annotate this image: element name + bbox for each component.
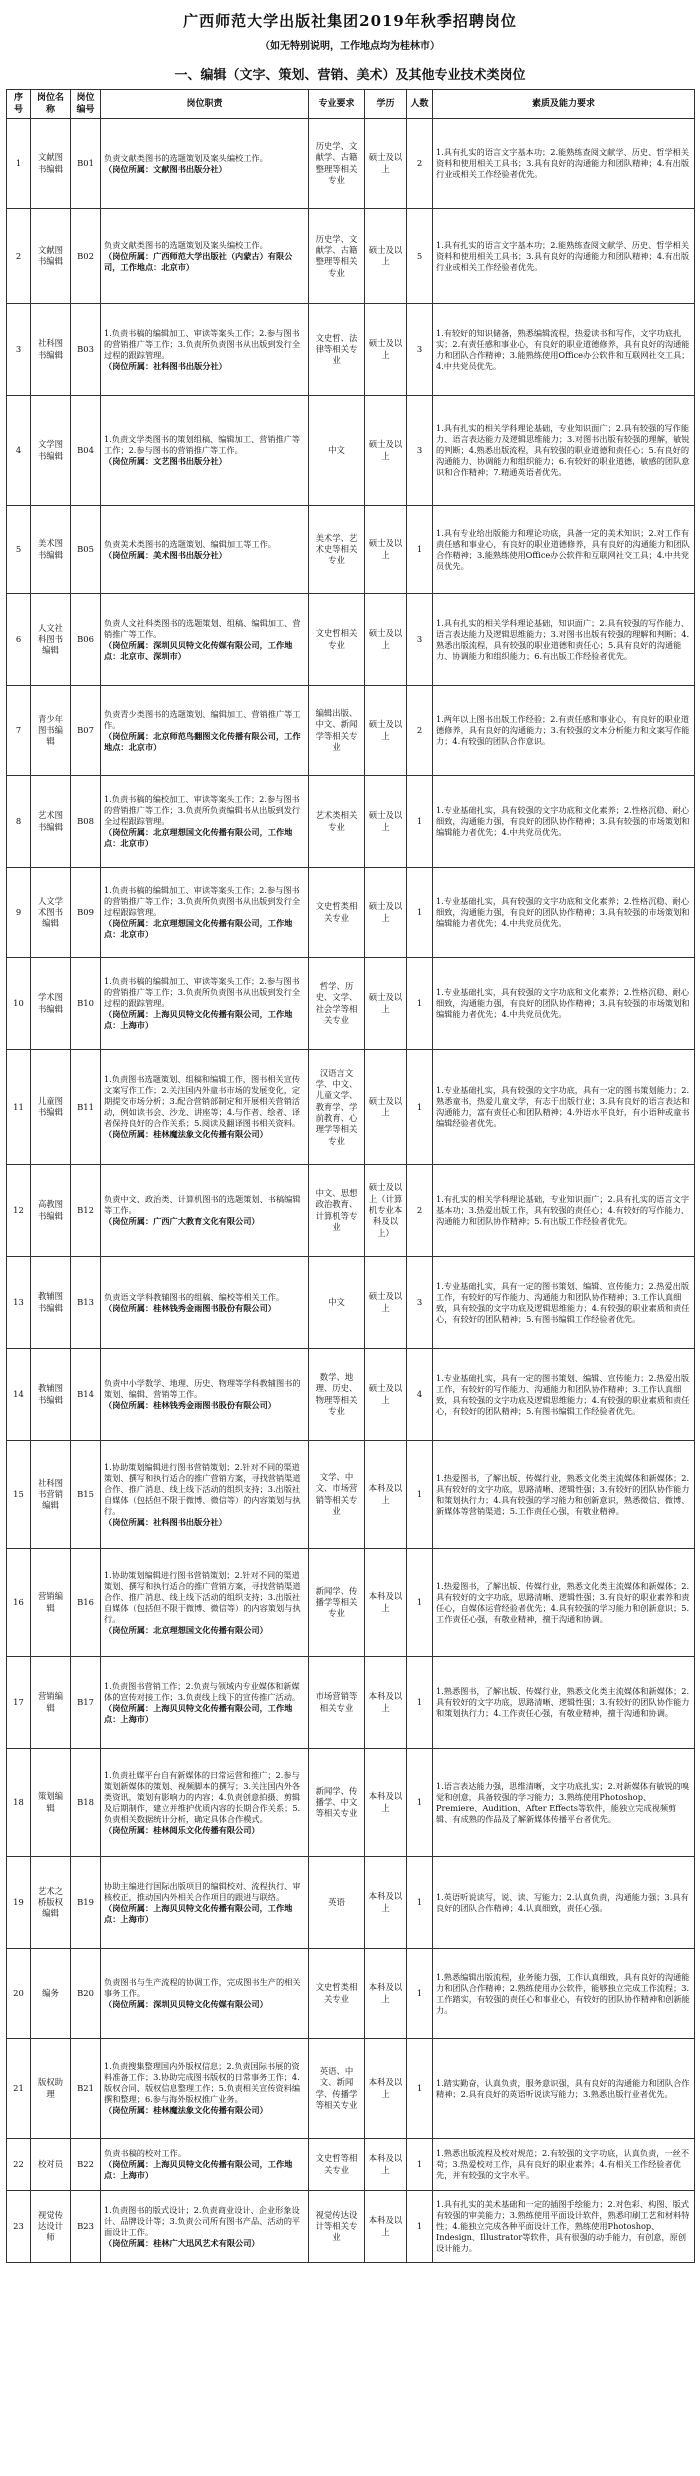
cell-duty	[101, 506, 309, 594]
duty-text: 负责青少类图书的选题策划、编辑加工、营销推广等工作。	[104, 708, 301, 730]
duty-text: 1.负责搜集整理国内外版权信息；2.负责国际书展的资料准备工作；3.协助完成图书版权的日常事务工作；4.版权合同、版权信息整理工作；5.负责相关宣传资料编撰和整理；6.参与海外版权推广业务。	[104, 2061, 301, 2105]
page-title: 广西师范大学出版社集团2019年秋季招聘岗位	[183, 12, 517, 30]
cell-major: 文史哲类相关专业	[309, 1949, 365, 2039]
cell-edu: 本科及以上	[365, 1949, 407, 2039]
cell-major: 编辑出版、中文、新闻学等相关专业	[309, 686, 365, 776]
cell-major: 英语	[309, 1857, 365, 1949]
cell-edu: 本科及以上	[365, 2139, 407, 2191]
cell-name: 视觉传达设计师	[31, 2191, 71, 2263]
duty-text: 1.协助策划编辑进行图书营销策划；2.针对不同的渠道策划、撰写和执行适合的推广营销方案，寻找营销渠道合作、推广消息、线上线下活动的组织支持；3.出版社自媒体（包括但不限于微博、微信等）的内容策划与执行。	[104, 1461, 301, 1516]
cell-req: 1.具有扎实的相关学科理论基础，专业知识面广；2.具有较强的写作能力、语言表达能力及逻辑思维能力；3.对图书出版有较强的理解，敏锐的判断；4.熟悉出版流程，具有较强的职业道德和责任心；5.有良好的沟通能力、协调能力和组织能力；6.有较好的职业道德，敏感的团队意识和合作精神；7.精通英语者优先。	[433, 396, 695, 506]
cell-code: B09	[71, 868, 101, 958]
duty-text: 负责人文社科类图书的选题策划、组稿、编辑加工、营销推广等工作。	[104, 617, 301, 639]
cell-name: 文献图书编辑	[31, 119, 71, 209]
cell-duty	[101, 1857, 309, 1949]
cell-major: 中文	[309, 1257, 365, 1349]
cell-duty	[101, 1441, 309, 1549]
department-note: （岗位所属：北京理想国文化传播有限公司）	[104, 1624, 268, 1635]
cell-edu: 硕士及以上	[365, 1257, 407, 1349]
cell-code: B11	[71, 1050, 101, 1165]
cell-name: 营销编辑	[31, 1549, 71, 1657]
cell-duty	[101, 686, 309, 776]
table-row	[7, 506, 695, 594]
cell-count: 1	[407, 1549, 433, 1657]
cell-no: 4	[7, 396, 31, 506]
cell-edu: 本科及以上	[365, 1749, 407, 1857]
cell-major: 文史哲等相关专业	[309, 2139, 365, 2191]
cell-req: 1.有扎实的相关学科理论基础，专业知识面广；2.具有扎实的语言文字基本功；3.热爱出版工作，具有较强的责任心；4.有较好的写作能力、沟通能力和团队协作精神；5.有出版工作经验者优先。	[433, 1165, 695, 1257]
table-row	[7, 1165, 695, 1257]
cell-no: 20	[7, 1949, 31, 2039]
cell-name: 人文学术图书编辑	[31, 868, 71, 958]
cell-count: 1	[407, 1749, 433, 1857]
duty-text: 负责文献类图书的选题策划及案头编校工作。	[104, 239, 268, 250]
duty-text: 负责美术类图书的选题策划、编辑加工等工作。	[104, 538, 276, 549]
cell-duty	[101, 1657, 309, 1749]
cell-req: 1.具有扎实的美术基础和一定的插图手绘能力；2.对色彩、构图、版式有较强的审美能力；3.熟练使用平面设计软件，熟悉印刷工艺和材料特性；4.能独立完成各种平面设计工作，熟练使用Photoshop、Indesign、Illustrator等软件，具有很强的动手能力，有创意，原创设计能力。	[433, 2191, 695, 2263]
cell-edu: 本科及以上	[365, 1857, 407, 1949]
cell-no: 23	[7, 2191, 31, 2263]
department-note: （岗位所属：社科图书出版分社）	[104, 360, 227, 371]
table-row	[7, 1749, 695, 1857]
col-header-name: 岗位名称	[31, 90, 71, 119]
cell-edu: 硕士及以上	[365, 776, 407, 868]
cell-code: B15	[71, 1441, 101, 1549]
col-header-req: 素质及能力要求	[433, 90, 695, 119]
cell-edu: 硕士及以上	[365, 1349, 407, 1441]
cell-edu: 本科及以上	[365, 1657, 407, 1749]
cell-req: 1.熟悉出版流程及校对规范；2.有较强的文字功底，认真负责，一丝不苟；3.热爱校对工作，具有良好的职业素养；4.有相关工作经验者优先，并有较强的文字水平。	[433, 2139, 695, 2191]
department-note: （岗位所属：桂林钱秀金雨图书股份有限公司）	[104, 1302, 276, 1313]
department-note: （岗位所属：社科图书出版分社）	[104, 1516, 227, 1527]
table-body	[7, 119, 695, 2263]
cell-req: 1.专业基础扎实，具有一定的图书策划、编辑、宣传能力；2.热爱出版工作，有较好的写作能力、沟通能力和团队协作精神；3.工作认真细致，具有较强的文字功底及逻辑思维能力；4.有较强的职业素质和责任心，有较好的团队精神；5.有图书编辑工作经验者优先。	[433, 1257, 695, 1349]
cell-code: B07	[71, 686, 101, 776]
cell-req: 1.有较好的知识储备，熟悉编辑流程，热爱读书和写作，文字功底扎实；2.有责任感和事业心，有良好的职业道德修养，具有良好的沟通能力和团队合作精神；3.能熟练使用Office办公软件和互联网社交工具；4.中共党员优先。	[433, 304, 695, 396]
cell-req: 1.两年以上图书出版工作经验；2.有责任感和事业心，有良好的职业道德修养，具有良好的沟通能力；3.有较强的文本分析能力和文案写作能力；4.有较强的团队合作意识。	[433, 686, 695, 776]
cell-no: 19	[7, 1857, 31, 1949]
cell-code: B03	[71, 304, 101, 396]
cell-req: 1.专业基础扎实，具有较强的文字功底和文化素养；2.性格沉稳、耐心细致，沟通能力强，有良好的团队协作精神；3.具有较强的市场策划和编辑能力者优先；4.中共党员优先。	[433, 776, 695, 868]
duty-text: 1.负责图书营销工作；2.负责与领域内专业媒体和新媒体的宣传对接工作；3.负责线上线下的宣传推广活动。	[104, 1680, 301, 1702]
cell-req: 1.语言表达能力强，思维清晰，文字功底扎实；2.对新媒体有敏锐的嗅觉和创意，具备较强的学习能力；3.熟练使用Photoshop、Premiere、Audition、After Effects等软件，能独立完成视频剪辑、有成熟的作品及了解新媒体传播平台者优先。	[433, 1749, 695, 1857]
cell-major: 中文、思想政治教育、计算机等专业	[309, 1165, 365, 1257]
cell-no: 15	[7, 1441, 31, 1549]
cell-code: B04	[71, 396, 101, 506]
cell-name: 艺术之桥版权编辑	[31, 1857, 71, 1949]
cell-duty	[101, 1257, 309, 1349]
cell-duty	[101, 1165, 309, 1257]
cell-code: B18	[71, 1749, 101, 1857]
table-row	[7, 1657, 695, 1749]
cell-count: 2	[407, 686, 433, 776]
cell-major: 汉语言文学、中文、儿童文学、教育学、学前教育、心理学等相关专业	[309, 1050, 365, 1165]
department-note: （岗位所属：广西广大教育文化有限公司）	[104, 1216, 260, 1227]
cell-name: 营销编辑	[31, 1657, 71, 1749]
cell-count: 1	[407, 958, 433, 1050]
department-note: （岗位所属：上海贝贝特文化传播有限公司，工作地点：上海市）	[104, 1702, 293, 1724]
duty-text: 1.负责文学类图书的策划组稿、编辑加工、营销推广等工作；2.参与图书的营销推广等工作。	[104, 434, 301, 456]
table-row	[7, 1857, 695, 1949]
cell-count: 1	[407, 2191, 433, 2263]
cell-count: 1	[407, 868, 433, 958]
section-heading: 一、编辑（文字、策划、营销、美术）及其他专业技术类岗位	[174, 68, 526, 83]
cell-count: 2	[407, 1165, 433, 1257]
cell-req: 1.具有专业给出版能力和理论功底，具备一定的美术知识；2.对工作有责任感和事业心，有良好的职业道德修养，具有良好的沟通能力和团队合作精神；3.能熟练使用Office办公软件和互联网社交工具；4.中共党员优先。	[433, 506, 695, 594]
cell-name: 教辅图书编辑	[31, 1257, 71, 1349]
cell-major: 文史哲、法律等相关专业	[309, 304, 365, 396]
duty-text: 1.负责图书的版式设计；2.负责商业设计、企业形象设计、品牌设计等；3.负责公司所有图书产品、活动的平面设计工作。	[104, 2204, 301, 2237]
cell-major: 中文	[309, 396, 365, 506]
cell-count: 1	[407, 1857, 433, 1949]
cell-count: 4	[407, 1349, 433, 1441]
col-header-code: 岗位编号	[71, 90, 101, 119]
department-note: （岗位所属：桂林阅乐文化传播有限公司）	[104, 1824, 260, 1835]
cell-count: 1	[407, 506, 433, 594]
cell-duty	[101, 1749, 309, 1857]
cell-code: B02	[71, 209, 101, 304]
page-subtitle: （如无特别说明，工作地点均为桂林市）	[260, 41, 440, 52]
cell-count: 3	[407, 304, 433, 396]
cell-name: 人文社科图书编辑	[31, 594, 71, 686]
duty-text: 负责语文学科教辅图书的组稿、编校等相关工作。	[104, 1291, 285, 1302]
cell-req: 1.专业基础扎实，具有一定的图书策划、编辑、宣传能力；2.热爱出版工作，有较好的写作能力、沟通能力和团队协作精神；3.工作认真细致，具有较强的文字功底及逻辑思维能力；4.有较强的职业素质和责任心，有较好的团队精神；5.有图书编辑工作经验者优先。	[433, 1349, 695, 1441]
cell-req: 1.热爱图书，了解出版、传媒行业，熟悉文化类主流媒体和新媒体；2.具有较好的文字功底，思路清晰、逻辑性强；3.有较好的团队协作能力和策划执行力；4.具有较强的学习能力和创新意识，熟悉微信、微博、新媒体等营销渠道；5.工作责任心强，有敬业精神。	[433, 1441, 695, 1549]
department-note: （岗位所属：美术图书出版分社）	[104, 549, 227, 560]
cell-no: 16	[7, 1549, 31, 1657]
department-note: （岗位所属：上海贝贝特文化传播有限公司，工作地点：上海市）	[104, 1009, 293, 1031]
cell-name: 高教图书编辑	[31, 1165, 71, 1257]
cell-edu: 硕士及以上（计算机专业本科及以上）	[365, 1165, 407, 1257]
table-row	[7, 1349, 695, 1441]
duty-text: 1.协助策划编辑进行图书营销策划；2.针对不同的渠道策划、撰写和执行适合的推广营销方案，寻找营销渠道合作、推广消息、线上线下活动的组织支持；3.出版社自媒体（包括但不限于微博、微信等）的内容策划与执行。	[104, 1569, 301, 1624]
department-note: （岗位所属：深圳贝贝特文化传媒有限公司，工作地点：北京市、深圳市）	[104, 639, 293, 661]
table-row	[7, 119, 695, 209]
cell-count: 1	[407, 1657, 433, 1749]
cell-code: B12	[71, 1165, 101, 1257]
cell-no: 2	[7, 209, 31, 304]
cell-req: 1.熟悉编辑出版流程，业务能力强，工作认真细致，具有良好的沟通能力和团队合作精神；2.熟练使用办公软件，能够独立完成工作流程；3.工作踏实，有较强的责任心和事业心，有较好的团队协作精神和创新能力。	[433, 1949, 695, 2039]
cell-req: 1.具有扎实的语言文字基本功；2.能熟练查阅文献学、历史、哲学相关资料和使用相关工具书；3.具有良好的沟通能力和团队精神；4.有出版行业或相关工作经验者优先。	[433, 119, 695, 209]
cell-code: B17	[71, 1657, 101, 1749]
cell-no: 1	[7, 119, 31, 209]
cell-name: 教辅图书编辑	[31, 1349, 71, 1441]
department-note: （岗位所属：北京师范鸟翻图文化传播有限公司，工作地点：北京市）	[104, 730, 301, 752]
cell-duty	[101, 2039, 309, 2139]
cell-no: 9	[7, 868, 31, 958]
cell-duty	[101, 594, 309, 686]
cell-edu: 硕士及以上	[365, 958, 407, 1050]
table-row	[7, 2191, 695, 2263]
table-row	[7, 304, 695, 396]
duty-text: 1.负责书稿的编校加工、审读等案头工作；2.参与图书的营销推广等工作；3.负责所负责编辑书从出版到发行全过程跟踪管理。	[104, 794, 301, 827]
cell-duty	[101, 958, 309, 1050]
cell-no: 18	[7, 1749, 31, 1857]
cell-name: 编务	[31, 1949, 71, 2039]
cell-duty	[101, 776, 309, 868]
cell-req: 1.热爱图书，了解出版、传媒行业，熟悉文化类主流媒体和新媒体；2.具有较好的文字功底，思路清晰、逻辑性强；3.有良好的职业素养和责任心，自媒体运营经验者优先；4.具有较强的学习能力和创新意识；5.工作责任心强，有敬业精神，擅于沟通和协调。	[433, 1549, 695, 1657]
department-note: （岗位所属：深圳贝贝特文化传媒有限公司）	[104, 1999, 268, 2010]
cell-duty	[101, 209, 309, 304]
cell-edu: 硕士及以上	[365, 396, 407, 506]
duty-text: 1.负责图书选题策划、组稿和编辑工作，图书相关宣传文案写作工作；2.关注国内外童书市场的发展变化，定期提交市场分析；3.配合营销部制定和开展相关营销活动，例如读书会、沙龙、讲座等；4.与作者、绘者、译者保持良好的合作关系；5.阅读及翻译图书相关资料。	[104, 1074, 301, 1129]
cell-duty	[101, 304, 309, 396]
cell-req: 1.踏实勤奋，认真负责，服务意识强，具有良好的沟通能力和团队合作精神；2.具有良好的英语听说读写能力；3.熟悉出版行业者优先。	[433, 2039, 695, 2139]
cell-name: 策划编辑	[31, 1749, 71, 1857]
col-header-duty: 岗位职责	[101, 90, 309, 119]
table-row	[7, 686, 695, 776]
cell-duty	[101, 868, 309, 958]
cell-no: 13	[7, 1257, 31, 1349]
department-note: （岗位所属：桂林魔法象文化传播有限公司）	[104, 1129, 268, 1140]
cell-count: 1	[407, 2139, 433, 2191]
cell-no: 7	[7, 686, 31, 776]
cell-major: 文史哲类相关专业	[309, 868, 365, 958]
cell-edu: 本科及以上	[365, 1441, 407, 1549]
department-note: （岗位所属：桂林广大迅风艺术有限公司）	[104, 2237, 260, 2248]
cell-code: B06	[71, 594, 101, 686]
cell-major: 历史学、文献学、古籍整理等相关专业	[309, 209, 365, 304]
table-row	[7, 1257, 695, 1349]
cell-edu: 硕士及以上	[365, 304, 407, 396]
cell-req: 1.专业基础扎实，具有较强的文字功底和文化素养；2.性格沉稳、耐心细致，沟通能力强，有良好的团队协作精神；3.具有较强的市场策划和编辑能力者优先；4.中共党员优先。	[433, 958, 695, 1050]
department-note: （岗位所属：北京理想国文化传播有限公司，工作地点：北京市）	[104, 918, 293, 940]
cell-major: 哲学、历史、文学、社会学等相关专业	[309, 958, 365, 1050]
cell-major: 美术学、艺术史等相关专业	[309, 506, 365, 594]
table-row	[7, 2039, 695, 2139]
cell-count: 3	[407, 396, 433, 506]
cell-edu: 硕士及以上	[365, 686, 407, 776]
cell-name: 文学图书编辑	[31, 396, 71, 506]
table-header-row	[7, 90, 695, 119]
cell-duty	[101, 2139, 309, 2191]
cell-code: B16	[71, 1549, 101, 1657]
department-note: （岗位所属：广西师范大学出版社（内蒙古）有限公司，工作地点：北京市）	[104, 250, 293, 272]
duty-text: 1.负责书稿的编辑加工、审读等案头工作；2.参与图书的营销推广等工作；3.负责所负责图书从出版到发行全过程的跟踪管理。	[104, 327, 301, 360]
table-row	[7, 594, 695, 686]
cell-code: B08	[71, 776, 101, 868]
cell-req: 1.英语听说读写，说、读、写能力；2.认真负责，沟通能力强；3.具有良好的团队合作精神；4.认真细致，责任心强。	[433, 1857, 695, 1949]
cell-edu: 硕士及以上	[365, 1050, 407, 1165]
cell-edu: 本科及以上	[365, 2191, 407, 2263]
cell-major: 市场营销等相关专业	[309, 1657, 365, 1749]
cell-code: B19	[71, 1857, 101, 1949]
duty-text: 负责中文、政治类、计算机图书的选题策划、书稿编辑等工作。	[104, 1194, 301, 1216]
cell-duty	[101, 1549, 309, 1657]
cell-req: 1.具有扎实的相关学科理论基础，知识面广；2.具有较强的写作能力、语言表达能力及逻辑思维能力；3.对图书出版有较强的理解和判断；4.熟悉出版流程，具有较强的职业道德和责任心；5.具有良好的沟通能力、协调能力和组织能力；6.有出版工作经验者优先。	[433, 594, 695, 686]
cell-edu: 硕士及以上	[365, 506, 407, 594]
cell-count: 3	[407, 1257, 433, 1349]
table-row	[7, 776, 695, 868]
jobs-table	[6, 89, 695, 2263]
table-row	[7, 868, 695, 958]
cell-count: 1	[407, 2039, 433, 2139]
cell-code: B22	[71, 2139, 101, 2191]
cell-major: 英语、中文、新闻学、传播学等相关专业	[309, 2039, 365, 2139]
cell-major: 视觉传达设计等相关专业	[309, 2191, 365, 2263]
cell-no: 8	[7, 776, 31, 868]
cell-name: 儿童图书编辑	[31, 1050, 71, 1165]
cell-duty	[101, 396, 309, 506]
duty-text: 协助主编进行国际出版项目的编辑校对、流程执行、审核校正，推动国内外相关合作项目的跟进与联络。	[104, 1880, 301, 1902]
cell-edu: 硕士及以上	[365, 119, 407, 209]
duty-text: 负责图书与生产流程的协调工作，完成图书生产的相关事务工作。	[104, 1977, 301, 1999]
cell-count: 1	[407, 1441, 433, 1549]
department-note: （岗位所属：上海贝贝特文化传播有限公司，工作地点：上海市）	[104, 2159, 293, 2181]
cell-edu: 本科及以上	[365, 2039, 407, 2139]
department-note: （岗位所属：北京理想国文化传播有限公司，工作地点：北京市）	[104, 827, 293, 849]
cell-no: 22	[7, 2139, 31, 2191]
cell-name: 文献图书编辑	[31, 209, 71, 304]
cell-edu: 本科及以上	[365, 1549, 407, 1657]
cell-no: 3	[7, 304, 31, 396]
cell-no: 11	[7, 1050, 31, 1165]
cell-count: 3	[407, 594, 433, 686]
cell-code: B20	[71, 1949, 101, 2039]
cell-req: 1.熟悉图书，了解出版、传媒行业，熟悉文化类主流媒体和新媒体；2.具有较好的文字功底，思路清晰、逻辑性强；3.有较好的团队协作能力和策划执行力；4.工作责任心强，有敬业精神，擅于沟通和协调。	[433, 1657, 695, 1749]
cell-duty	[101, 1349, 309, 1441]
cell-no: 6	[7, 594, 31, 686]
department-note: （岗位所属：上海贝贝特文化传播有限公司，工作地点：上海市）	[104, 1902, 293, 1924]
cell-no: 10	[7, 958, 31, 1050]
col-header-count: 人数	[407, 90, 433, 119]
cell-name: 社科图书营销编辑	[31, 1441, 71, 1549]
cell-count: 1	[407, 1050, 433, 1165]
table-row	[7, 958, 695, 1050]
cell-name: 版权助理	[31, 2039, 71, 2139]
cell-name: 社科图书编辑	[31, 304, 71, 396]
cell-duty	[101, 2191, 309, 2263]
cell-edu: 硕士及以上	[365, 209, 407, 304]
cell-req: 1.专业基础扎实，具有较强的文字功底和文化素养；2.性格沉稳、耐心细致，沟通能力强，有良好的团队协作精神；3.具有较强的市场策划和编辑能力者优先；4.中共党员优先。	[433, 868, 695, 958]
cell-count: 5	[407, 209, 433, 304]
department-note: （岗位所属：桂林魔法象文化传播有限公司）	[104, 2105, 268, 2116]
duty-text: 1.负责书稿的编辑加工、审读等案头工作；2.参与图书的营销推广等工作；3.负责所负责图书从出版到发行全过程跟踪管理。	[104, 885, 301, 918]
cell-major: 文史哲相关专业	[309, 594, 365, 686]
cell-code: B13	[71, 1257, 101, 1349]
cell-no: 5	[7, 506, 31, 594]
duty-text: 负责书稿的校对工作。	[104, 2148, 186, 2159]
cell-count: 1	[407, 1949, 433, 2039]
duty-text: 1.负责书稿的编辑加工、审读等案头工作；2.参与图书的营销推广等工作；3.负责所负责图书从出版到发行全过程的跟踪管理。	[104, 976, 301, 1009]
table-row	[7, 2139, 695, 2191]
duty-text: 1.负责社媒平台自有新媒体的日常运营和推广；2.参与策划新媒体的策划、视频脚本的撰写；3.关注国内外各类资讯，策划有影响力的内容；4.负责创意拍摄、剪辑及后期制作，建立并维护优质内容的长期合作关系；5.负责相关数据统计分析，确定具体合作模式。	[104, 1769, 301, 1824]
cell-duty	[101, 1949, 309, 2039]
cell-name: 青少年图书编辑	[31, 686, 71, 776]
duty-text: 负责文献类图书的选题策划及案头编校工作。	[104, 152, 268, 163]
cell-major: 新闻学、传播学、中文等相关专业	[309, 1749, 365, 1857]
cell-count: 1	[407, 776, 433, 868]
cell-req: 1.专业基础扎实，具有较强的文字功底，具有一定的图书策划能力；2.熟悉童书，热爱儿童文学，有志于出版行业；3.具有良好的语言表达和沟通能力，富有责任心和团队精神；4.外语水平良好，有小语种或童书编辑经验者优先。	[433, 1050, 695, 1165]
table-row	[7, 1050, 695, 1165]
cell-duty	[101, 1050, 309, 1165]
duty-text: 负责中小学数学、地理、历史、物理等学科教辅图书的策划、编辑、营销等工作。	[104, 1378, 301, 1400]
cell-edu: 硕士及以上	[365, 594, 407, 686]
cell-code: B05	[71, 506, 101, 594]
table-row	[7, 1549, 695, 1657]
cell-major: 艺术类相关专业	[309, 776, 365, 868]
cell-major: 文学、中文、市场营销等相关专业	[309, 1441, 365, 1549]
cell-req: 1.具有扎实的语言文字基本功；2.能熟练查阅文献学、历史、哲学相关资料和使用相关工具书；3.具有良好的沟通能力和团队精神；4.有出版行业或相关工作经验者优先。	[433, 209, 695, 304]
col-header-major: 专业要求	[309, 90, 365, 119]
cell-major: 新闻学、传播学等相关专业	[309, 1549, 365, 1657]
cell-no: 17	[7, 1657, 31, 1749]
table-row	[7, 396, 695, 506]
cell-name: 艺术图书编辑	[31, 776, 71, 868]
cell-code: B23	[71, 2191, 101, 2263]
cell-code: B14	[71, 1349, 101, 1441]
table-row	[7, 209, 695, 304]
cell-no: 14	[7, 1349, 31, 1441]
cell-duty	[101, 119, 309, 209]
cell-no: 12	[7, 1165, 31, 1257]
table-row	[7, 1949, 695, 2039]
department-note: （岗位所属：桂林钱秀金雨图书股份有限公司）	[104, 1400, 276, 1411]
department-note: （岗位所属：文献图书出版分社）	[104, 163, 227, 174]
cell-major: 历史学、文献学、古籍整理等相关专业	[309, 119, 365, 209]
cell-code: B01	[71, 119, 101, 209]
cell-code: B21	[71, 2039, 101, 2139]
cell-name: 学术图书编辑	[31, 958, 71, 1050]
table-row	[7, 1441, 695, 1549]
cell-count: 2	[407, 119, 433, 209]
col-header-no: 序号	[7, 90, 31, 119]
cell-no: 21	[7, 2039, 31, 2139]
cell-name: 校对员	[31, 2139, 71, 2191]
department-note: （岗位所属：文艺图书出版分社）	[104, 456, 227, 467]
cell-edu: 硕士及以上	[365, 868, 407, 958]
cell-name: 美术图书编辑	[31, 506, 71, 594]
cell-code: B10	[71, 958, 101, 1050]
col-header-edu: 学历	[365, 90, 407, 119]
cell-major: 数学、地理、历史、物理等相关专业	[309, 1349, 365, 1441]
